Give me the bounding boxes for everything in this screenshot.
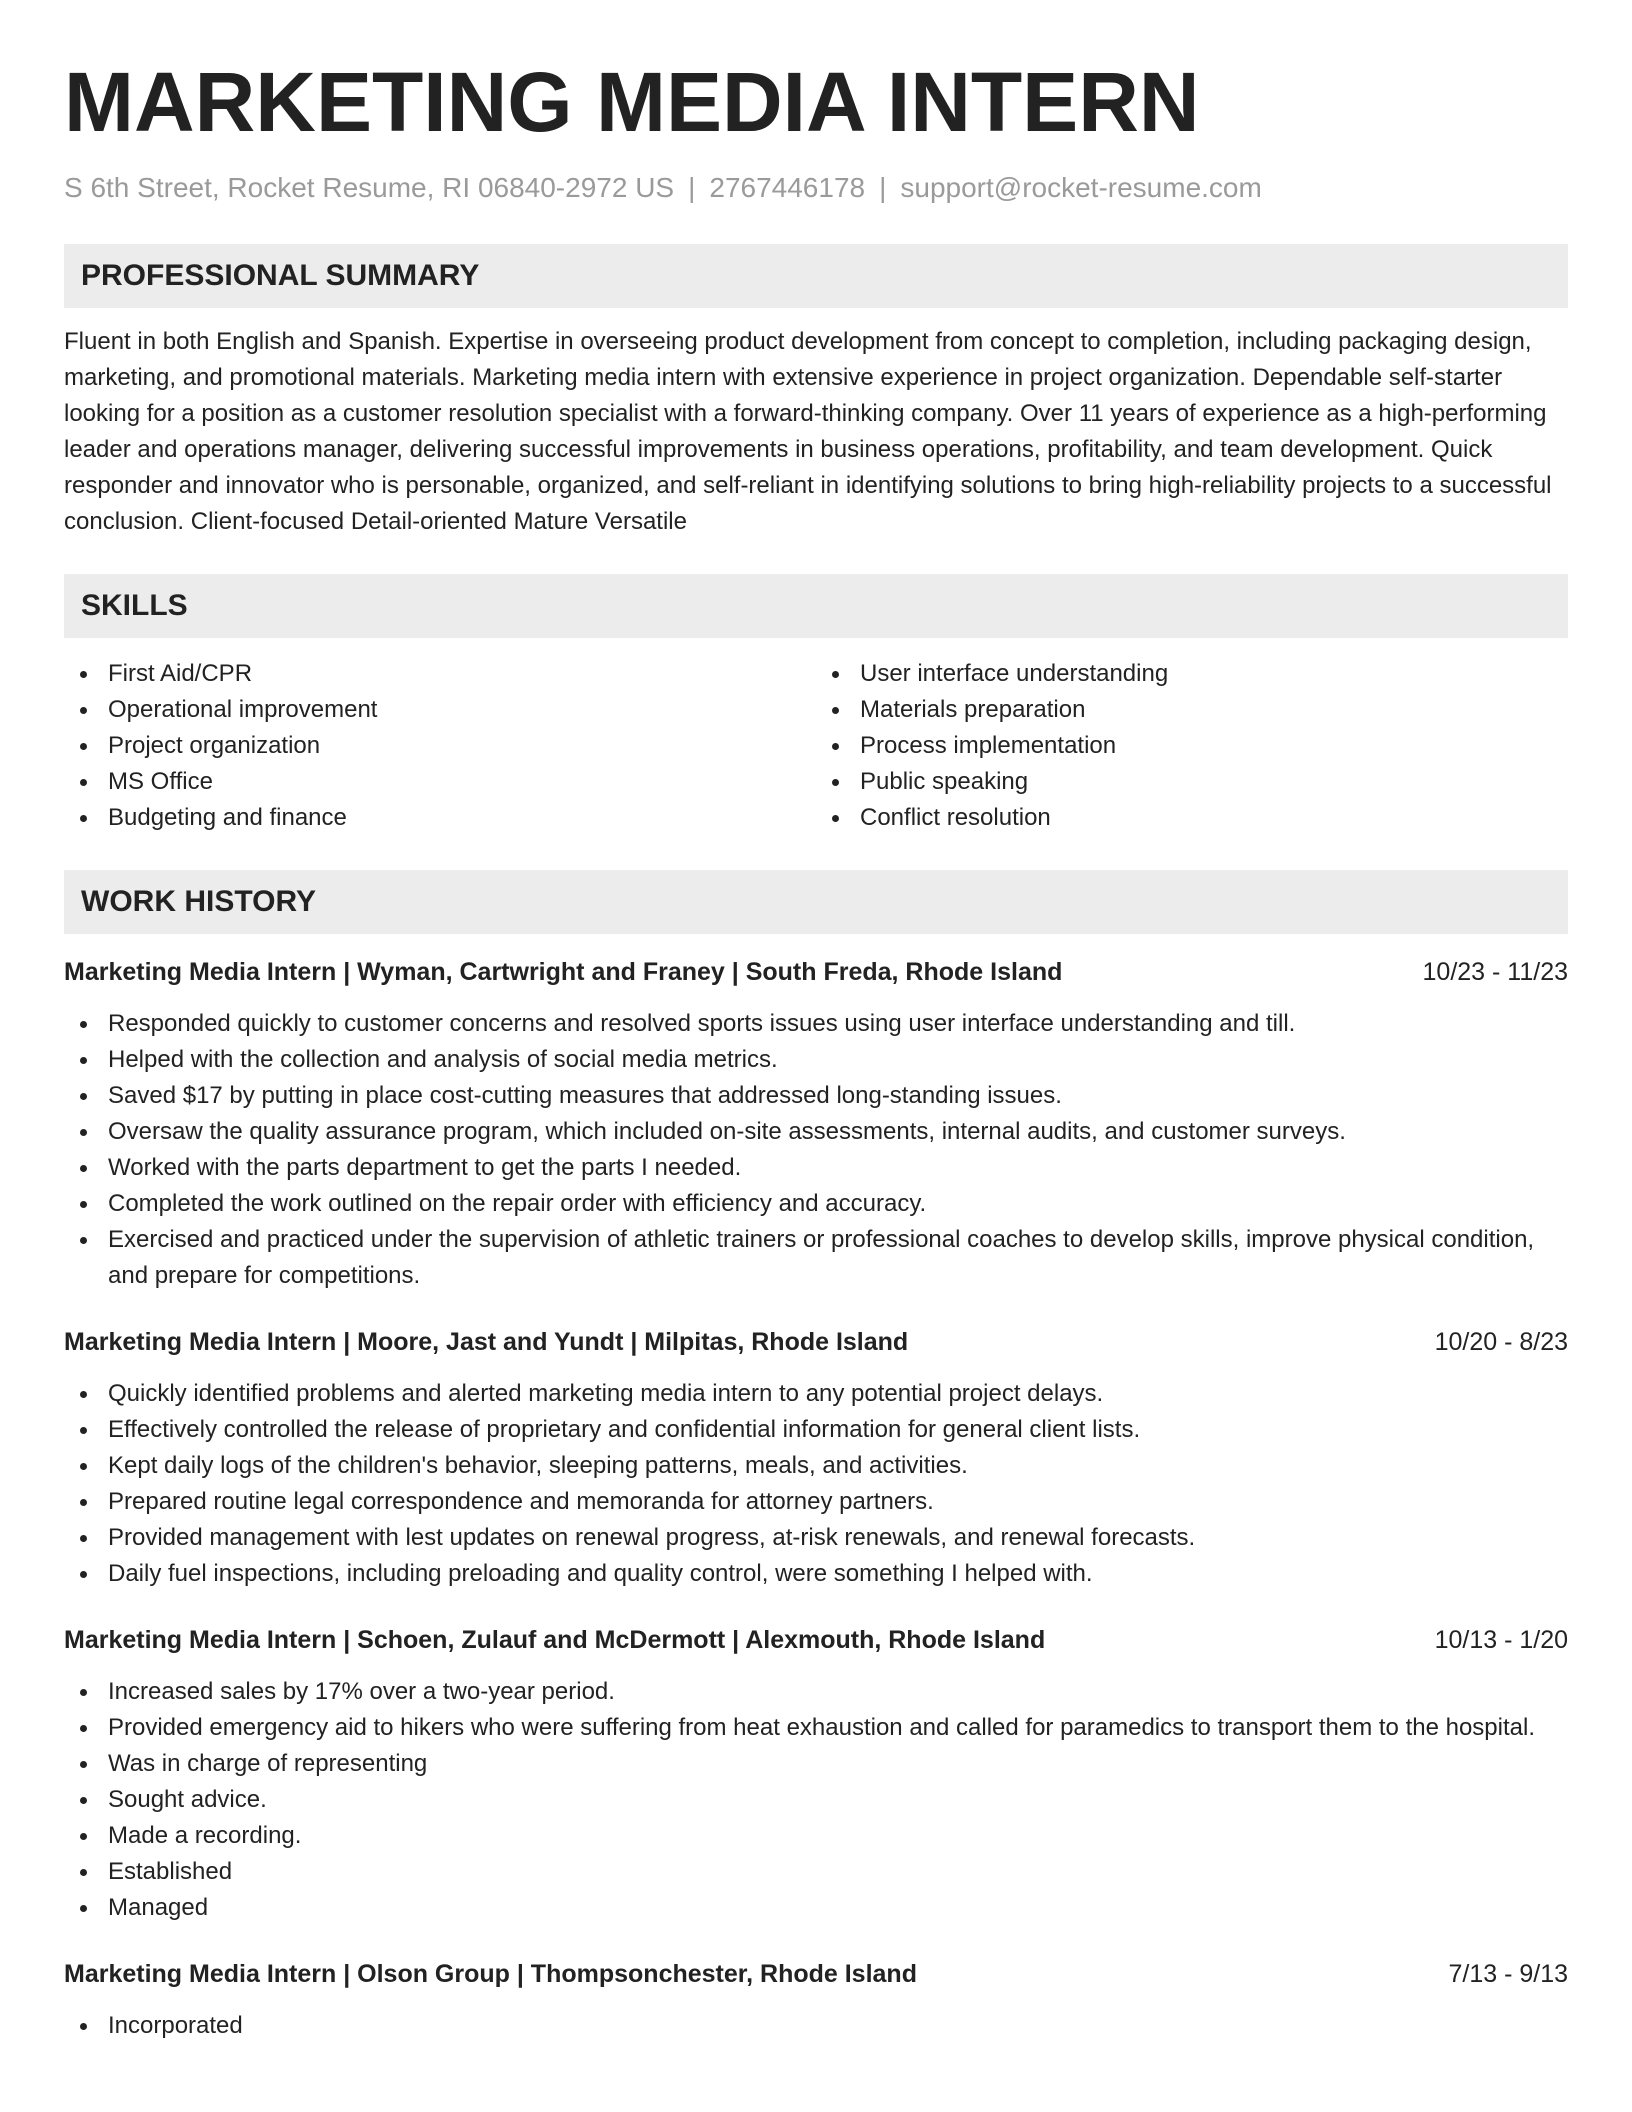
job-header: [64, 954, 1568, 990]
job-dates: 10/13 - 1/20: [1434, 1626, 1568, 1654]
skill-item: Conflict resolution: [816, 800, 1568, 836]
skills-heading: SKILLS: [64, 574, 1568, 638]
job-entry: [64, 1956, 1568, 2044]
skills-list: [64, 656, 1568, 836]
job-dates: 10/23 - 11/23: [1422, 958, 1568, 986]
job-entry: [64, 954, 1568, 1294]
job-entry: [64, 1324, 1568, 1592]
job-bullets: [64, 1674, 1568, 1926]
job-bullet: Responded quickly to customer concerns and resolved sports issues using user interface understanding and till.: [64, 1006, 1568, 1042]
work-history-heading: WORK HISTORY: [64, 870, 1568, 934]
skills-column-left: [64, 656, 816, 836]
job-bullet: Sought advice.: [64, 1782, 1568, 1818]
job-bullet: Provided emergency aid to hikers who were suffering from heat exhaustion and called for paramedics to transport them to the hospital.: [64, 1710, 1568, 1746]
job-bullets: [64, 1006, 1568, 1294]
job-bullet: Kept daily logs of the children's behavior, sleeping patterns, meals, and activities.: [64, 1448, 1568, 1484]
job-bullet: Made a recording.: [64, 1818, 1568, 1854]
contact-address: S 6th Street, Rocket Resume, RI 06840-2972 US: [64, 172, 675, 203]
job-bullet: Exercised and practiced under the supervision of athletic trainers or professional coaches to develop skills, improve physical condition, and prepare for competitions.: [64, 1222, 1568, 1294]
job-header: [64, 1956, 1568, 1992]
skill-item: MS Office: [64, 764, 816, 800]
resume-name: MARKETING MEDIA INTERN: [64, 55, 1200, 149]
skill-item: Operational improvement: [64, 692, 816, 728]
job-bullet: Established: [64, 1854, 1568, 1890]
contact-phone: 2767446178: [709, 172, 866, 203]
skill-item: User interface understanding: [816, 656, 1568, 692]
contact-email: support@rocket-resume.com: [900, 172, 1262, 203]
job-title: Marketing Media Intern | Wyman, Cartwright and Franey | South Freda, Rhode Island: [64, 958, 1063, 986]
job-dates: 7/13 - 9/13: [1448, 1960, 1568, 1988]
job-bullet: Completed the work outlined on the repair order with efficiency and accuracy.: [64, 1186, 1568, 1222]
job-entry: [64, 1622, 1568, 1926]
skill-item: Materials preparation: [816, 692, 1568, 728]
contact-line: [64, 170, 1568, 206]
contact-separator: |: [688, 172, 696, 203]
job-bullet: Saved $17 by putting in place cost-cutting measures that addressed long-standing issues.: [64, 1078, 1568, 1114]
job-bullet: Increased sales by 17% over a two-year period.: [64, 1674, 1568, 1710]
job-bullet: Provided management with lest updates on renewal progress, at-risk renewals, and renewal forecasts.: [64, 1520, 1568, 1556]
job-title: Marketing Media Intern | Moore, Jast and Yundt | Milpitas, Rhode Island: [64, 1328, 909, 1356]
contact-separator: |: [879, 172, 887, 203]
job-bullet: Oversaw the quality assurance program, which included on-site assessments, internal audits, and customer surveys.: [64, 1114, 1568, 1150]
summary-heading: PROFESSIONAL SUMMARY: [64, 244, 1568, 308]
job-bullet: Effectively controlled the release of proprietary and confidential information for general client lists.: [64, 1412, 1568, 1448]
summary-text: Fluent in both English and Spanish. Expertise in overseeing product development from concept to completion, including packaging design, marketing, and promotional materials. Marketing media intern with extensive experience in project organization. Dependable self-starter looking for a position as a customer resolution specialist with a forward-thinking company. Over 11 years of experience as a high-performing leader and operations manager, delivering successful improvements in business operations, profitability, and team development. Quick responder and innovator who is personable, organized, and self-reliant in identifying solutions to bring high-reliability projects to a successful conclusion. Client-focused Detail-oriented Mature Versatile: [64, 328, 1552, 535]
skill-item: Public speaking: [816, 764, 1568, 800]
job-bullet: Incorporated: [64, 2008, 1568, 2044]
skill-item: Process implementation: [816, 728, 1568, 764]
job-bullet: Managed: [64, 1890, 1568, 1926]
skill-item: Budgeting and finance: [64, 800, 816, 836]
job-bullet: Daily fuel inspections, including preloading and quality control, were something I helped with.: [64, 1556, 1568, 1592]
job-bullet: Worked with the parts department to get the parts I needed.: [64, 1150, 1568, 1186]
skill-item: Project organization: [64, 728, 816, 764]
job-bullet: Helped with the collection and analysis of social media metrics.: [64, 1042, 1568, 1078]
job-bullets: [64, 1376, 1568, 1592]
job-bullet: Was in charge of representing: [64, 1746, 1568, 1782]
job-title: Marketing Media Intern | Olson Group | Thompsonchester, Rhode Island: [64, 1960, 917, 1988]
job-bullet: Quickly identified problems and alerted marketing media intern to any potential project delays.: [64, 1376, 1568, 1412]
job-header: [64, 1324, 1568, 1360]
job-bullet: Prepared routine legal correspondence and memoranda for attorney partners.: [64, 1484, 1568, 1520]
skill-item: First Aid/CPR: [64, 656, 816, 692]
skills-column-right: [816, 656, 1568, 836]
job-title: Marketing Media Intern | Schoen, Zulauf and McDermott | Alexmouth, Rhode Island: [64, 1626, 1046, 1654]
job-dates: 10/20 - 8/23: [1434, 1328, 1568, 1356]
job-bullets: [64, 2008, 1568, 2044]
job-header: [64, 1622, 1568, 1658]
